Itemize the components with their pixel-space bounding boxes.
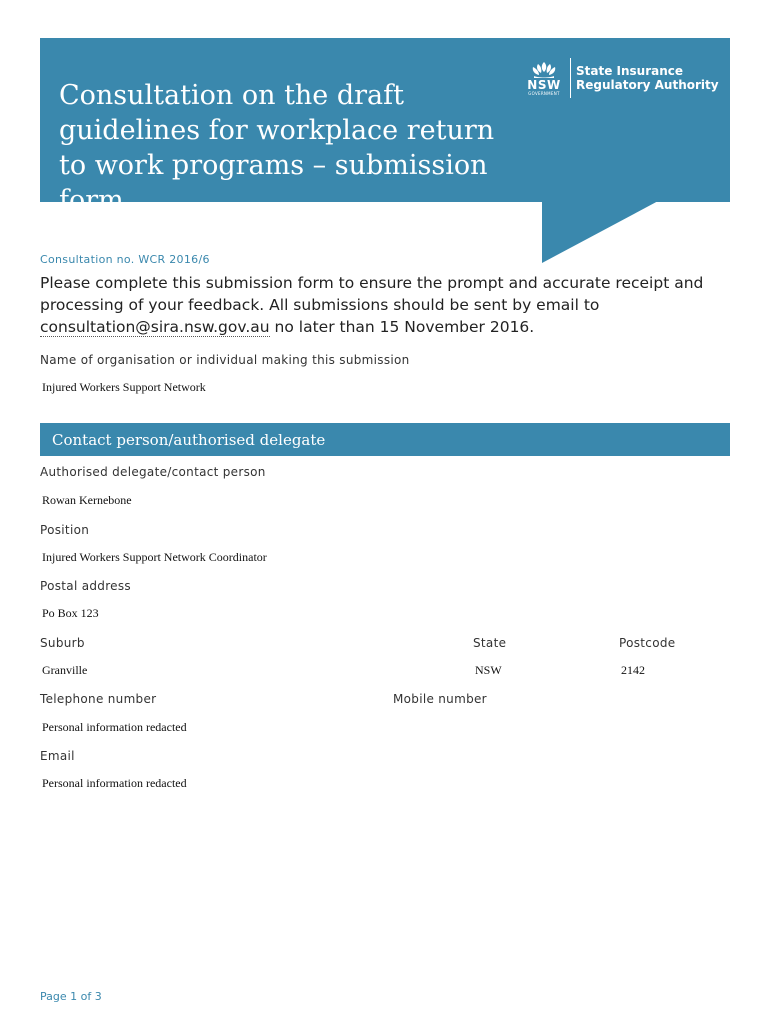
organisation-label: Name of organisation or individual making this submission xyxy=(40,353,410,367)
position-label: Position xyxy=(40,523,90,537)
state-label: State xyxy=(473,636,507,650)
delegate-label: Authorised delegate/contact person xyxy=(40,465,266,479)
waratah-icon xyxy=(529,61,559,79)
logo-org-line1: State Insurance xyxy=(576,64,684,78)
logo-divider xyxy=(570,58,571,98)
suburb-label: Suburb xyxy=(40,636,85,650)
postcode-label: Postcode xyxy=(619,636,676,650)
postal-label: Postal address xyxy=(40,579,131,593)
page-number: Page 1 of 3 xyxy=(40,990,102,1003)
mobile-label: Mobile number xyxy=(393,692,487,706)
logo-nsw-text: NSW xyxy=(527,77,561,92)
delegate-value: Rowan Kernebone xyxy=(42,493,132,507)
section-title: Contact person/authorised delegate xyxy=(52,431,326,449)
intro-text-after: no later than 15 November 2016. xyxy=(269,318,535,336)
position-value: Injured Workers Support Network Coordinator xyxy=(42,550,267,564)
suburb-value: Granville xyxy=(42,663,88,677)
telephone-label: Telephone number xyxy=(40,692,157,706)
organisation-value: Injured Workers Support Network xyxy=(42,380,206,394)
nsw-government-logo xyxy=(522,61,566,96)
consultation-number: Consultation no. WCR 2016/6 xyxy=(40,253,210,266)
logo-org-line2: Regulatory Authority xyxy=(576,78,719,92)
consultation-email-link[interactable]: consultation@sira.nsw.gov.au xyxy=(40,318,270,336)
postcode-value: 2142 xyxy=(621,663,645,677)
telephone-value: Personal information redacted xyxy=(42,720,187,734)
logo-government-text: GOVERNMENT xyxy=(528,90,560,96)
intro-text-before: Please complete this submission form to ensure the prompt and accurate receipt and processing of your feedback. All submissions should be sent by email to xyxy=(40,274,704,314)
state-value: NSW xyxy=(475,663,502,677)
intro-paragraph xyxy=(40,272,740,338)
postal-value: Po Box 123 xyxy=(42,606,99,620)
sira-logo xyxy=(522,56,719,100)
logo-org-name xyxy=(576,64,719,92)
email-value: Personal information redacted xyxy=(42,776,187,790)
email-label: Email xyxy=(40,749,75,763)
page-title: Consultation on the draft guidelines for workplace return to work programs – submission form xyxy=(59,80,495,216)
